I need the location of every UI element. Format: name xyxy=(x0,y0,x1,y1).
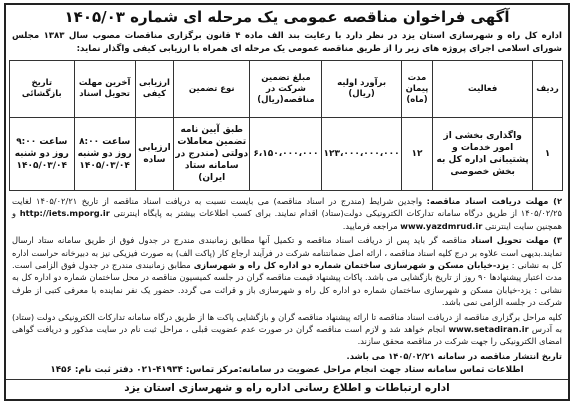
table-row xyxy=(10,118,563,191)
cell-guarantee-amount: ۶،۱۵۰،۰۰۰،۰۰۰ xyxy=(250,118,322,191)
paragraph-document-receipt xyxy=(12,195,562,232)
contact-info: اطلاعات تماس سامانه ستاد جهت انجام مراحل عضویت در سامانه:مرکز تماس: ۴۱۹۳۴-۰۲۱ دفتر ثبت نام: ۱۴۵۶ xyxy=(50,365,524,376)
tender-table xyxy=(9,60,563,191)
header-guarantee-type: نوع تضمین xyxy=(174,61,250,118)
header-estimate: برآورد اولیه (ریال) xyxy=(322,61,401,118)
text-address: یزد-خیابان مسکن و شهرسازی ساختمان شماره دو اداره کل راه و شهرسازی xyxy=(193,260,509,271)
paragraph-document-delivery xyxy=(12,234,562,308)
header-activity: فعالیت xyxy=(433,61,533,118)
header-deadline: آخرین مهلت تحویل اسناد xyxy=(74,61,135,118)
text-document-receipt: واجدین شرایط (مندرج در اسناد مناقصه) می بایست نسبت به دریافت اسناد مناقصه از تاریخ ۱۴۰۵/۰۲/۲۱ لغایت ۱۴۰۵/۰۲/۲۵ از طریق درگاه سامانه تدارکات الکترونیکی دولت(ستاد) اقدام نمایند. برای کسب اطلاعات بیشتر به پایگاه اینترنتی xyxy=(12,196,563,219)
cell-activity: واگذاری بخشی از امور خدمات و پشتیبانی اداره کل به بخش خصوصی xyxy=(433,118,533,191)
notice-intro: اداره کل راه و شهرسازی استان یزد در نظر دارد با رعایت بند الف ماده ۴ قانون برگزاری مناقصات مصوب سال ۱۳۸۳ مجلس شورای اسلامی اجرای پروژه های زیر را از طریق مناقصه عمومی یک مرحله ای همراه با ارزیابی کیفی واگذار نماید: xyxy=(12,31,562,54)
cell-deadline: ساعت ۸:۰۰ روز دو شنبه ۱۴۰۵/۰۳/۰۴ xyxy=(74,118,135,191)
header-guarantee-amount: مبلغ تضمین شرکت در مناقصه(ریال) xyxy=(250,61,322,118)
header-index: ردیف xyxy=(533,61,563,118)
table-header-row xyxy=(10,61,563,118)
cell-evaluation: ارزیابی ساده xyxy=(135,118,173,191)
text-setad-2: انجام خواهد شد و لازم است مناقصه گران در صورت عدم عضویت قبلی ، مراحل ثبت نام در سایت مذکور و دریافت گواهی امضای الکترونیکی را جهت شرکت در مناقصه محقق سازند. xyxy=(12,324,562,347)
header-opening: تاریخ بازگشائی xyxy=(10,61,75,118)
text-and-site: و همچنین سایت اینترنتی xyxy=(12,208,562,231)
header-evaluation: ارزیابی کیفی xyxy=(135,61,173,118)
header-duration: مدت پیمان (ماه) xyxy=(401,61,433,118)
label-document-delivery: ۳) مهلت تحویل اسناد xyxy=(470,235,562,246)
paragraph-publish-date: تاریخ انتشار مناقصه در سامانه ۱۴۰۵/۰۲/۲۱ می باشد. xyxy=(346,350,562,361)
text-document-delivery-2: مطابق زمانبندی مندرج در جدول فوق الزامی است. مدت اعتبار پیشنهادها ۹۰ روز از تاریخ بازگشایی می باشد. پاکات پیشنهاد قیمت مناقصه گران در جلسه کمیسیون مناقصه در محل ساختمان شماره دو اداره کل به نشانی : یزد-خیابان مسکن و شهرسازی ساختمان شماره دو اداره کل راه و شهرسازی باز و قرائت می گردد. حضور یک نفر نماینده با معرفی کتبی از طرف شرکت در جلسه الزامی نمی باشد. xyxy=(12,260,562,308)
paragraph-setad xyxy=(12,311,562,348)
cell-opening: ساعت ۹:۰۰ روز دو شنبه ۱۴۰۵/۰۳/۰۴ xyxy=(10,118,75,191)
text-setad: کلیه مراحل برگزاری مناقصه از دریافت اسناد مناقصه تا ارائه پیشنهاد مناقصه گران و بازگشایی پاکت ها از طریق درگاه سامانه تدارکات الکترونیکی دولت (ستاد) به آدرس xyxy=(12,311,563,335)
link-iets[interactable]: http://iets.mporg.ir xyxy=(19,208,110,219)
cell-index: ۱ xyxy=(533,118,563,191)
tender-notice xyxy=(4,3,570,401)
text-document-delivery: مناقصه گر باید پس از دریافت اسناد مناقصه و تکمیل آنها مطابق زمانبندی مندرج در جدول فوق از طریق سامانه ستاد ارسال نمایند.بدیهی است علاوه بر درج کلیه اسناد مناقصه ، ارائه اصل ضمانتنامه شرکت در فرآیند ارجاع کار (پاکت الف) به صورت فیزیکی نیز به دبیرخانه حراست اداره کل به نشانی : xyxy=(12,235,562,271)
link-setadiran[interactable]: www.setadiran.ir xyxy=(448,324,529,335)
cell-duration: ۱۲ xyxy=(401,118,433,191)
notice-title: آگهی فراخوان مناقصه عمومی یک مرحله ای شماره ۱۴۰۵/۰۳ xyxy=(64,8,510,26)
cell-guarantee-type: طبق آیین نامه تضمین معاملات دولتی (مندرج در سامانه ستاد ایران) xyxy=(174,118,250,191)
cell-estimate: ۱۲۳،۰۰۰،۰۰۰،۰۰۰ xyxy=(322,118,401,191)
link-yazdmrud[interactable]: www.yazdmrud.ir xyxy=(400,220,483,231)
department-name: اداره ارتباطات و اطلاع رسانی اداره راه و شهرسازی استان یزد xyxy=(6,379,568,394)
notice-body xyxy=(6,191,568,362)
label-document-receipt: ۲) مهلت دریافت اسناد مناقصه: xyxy=(426,196,563,206)
text-refer: مراجعه فرمایید. xyxy=(342,220,398,231)
